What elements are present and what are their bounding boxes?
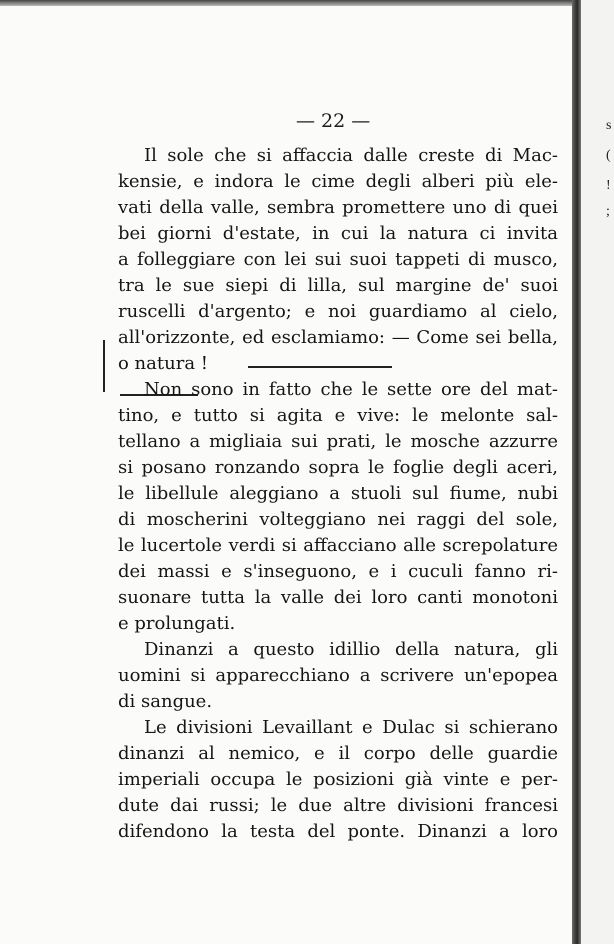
- text-line: di sangue.: [118, 691, 213, 712]
- text-line: Le divisioni Levaillant e Dulac si schierano: [144, 717, 558, 738]
- text-line: dinanzi al nemico, e il corpo delle guardie: [118, 743, 558, 764]
- text-line: tellano a migliaia sui prati, le mosche azzurre: [118, 431, 558, 452]
- text-line: Il sole che si affaccia dalle creste di Mac-: [144, 145, 558, 166]
- text-line: si posano ronzando sopra le foglie degli aceri,: [118, 457, 558, 478]
- text-line: dei massi e s'inseguono, e i cuculi fanno ri-: [118, 561, 558, 582]
- text-line: le lucertole verdi si affacciano alle screpolature: [118, 535, 558, 556]
- page-number: — 22 —: [296, 110, 371, 132]
- text-line: o natura !: [118, 353, 208, 374]
- text-line: all'orizzonte, ed esclamiamo: — Come sei bella,: [118, 327, 558, 348]
- text-line: imperiali occupa le posizioni già vinte e per-: [118, 769, 558, 790]
- text-line: e prolungati.: [118, 613, 236, 634]
- facing-page-glyph: ;: [606, 204, 610, 219]
- text-line: le libellule aleggiano a stuoli sul fiume, nubi: [118, 483, 558, 504]
- text-line: dute dai russi; le due altre divisioni francesi: [118, 795, 558, 816]
- text-line: difendono la testa del ponte. Dinanzi a loro: [118, 821, 558, 842]
- pencil-margin-mark: [103, 340, 105, 392]
- text-line: ruscelli d'argento; e noi guardiamo al cielo,: [118, 301, 558, 322]
- text-line: vati della valle, sembra promettere uno di quei: [118, 197, 558, 218]
- text-line: Dinanzi a questo idillio della natura, gli: [144, 639, 558, 660]
- text-line: Non sono in fatto che le sette ore del mat-: [144, 379, 558, 400]
- text-line: bei giorni d'estate, in cui la natura ci invita: [118, 223, 558, 244]
- book-gutter: [572, 0, 581, 944]
- facing-page-edge: [581, 0, 614, 944]
- text-line: tra le sue siepi di lilla, sul margine de' suoi: [118, 275, 558, 296]
- text-line: di moscherini volteggiano nei raggi del sole,: [118, 509, 558, 530]
- text-line: a folleggiare con lei sui suoi tappeti di musco,: [118, 249, 558, 270]
- text-line: tino, e tutto si agita e vive: le melonte sal-: [118, 405, 558, 426]
- text-line: kensie, e indora le cime degli alberi più ele-: [118, 171, 558, 192]
- facing-page-glyph: s: [606, 118, 612, 133]
- text-line: uomini si apparecchiano a scrivere un'epopea: [118, 665, 558, 686]
- facing-page-glyph: !: [606, 178, 611, 193]
- text-line: suonare tutta la valle dei loro canti monotoni: [118, 587, 558, 608]
- facing-page-glyph: (: [606, 148, 611, 163]
